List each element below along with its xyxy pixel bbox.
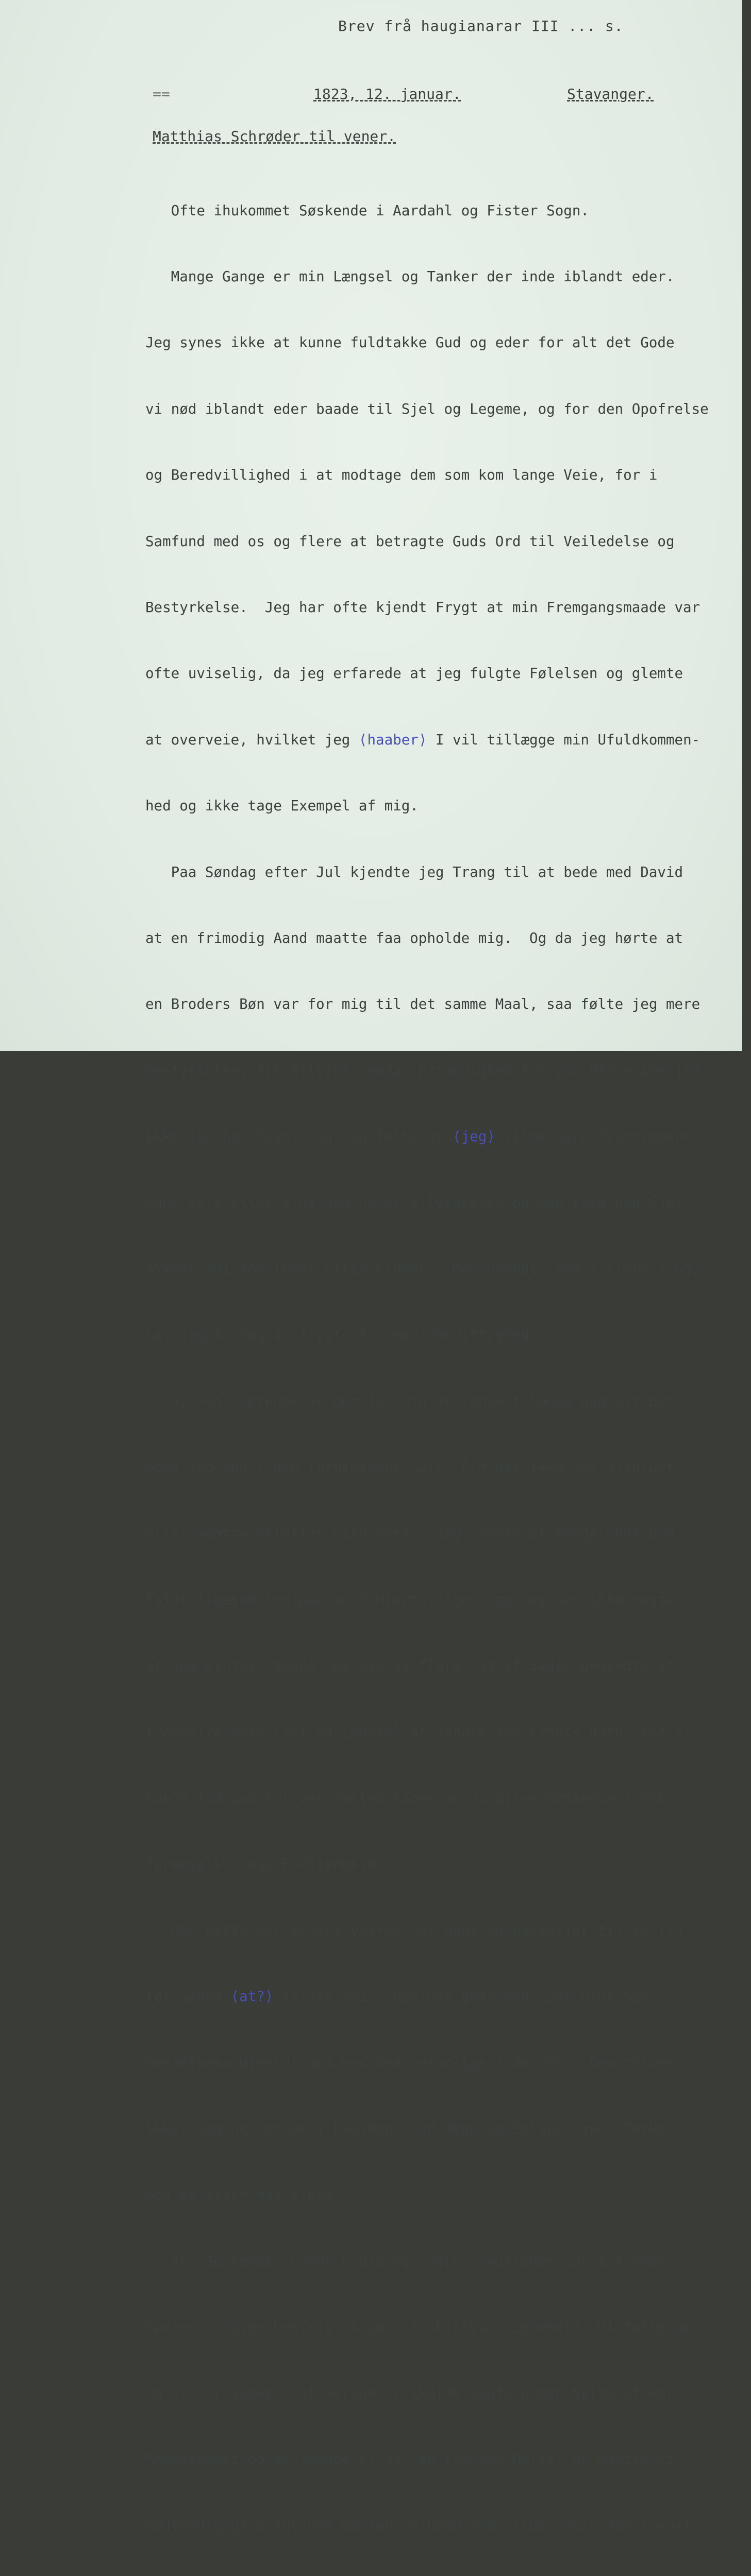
- body-line: ikke, som der staar i Psalmen, ved Regn og Solskin ene; Tørke: [145, 2120, 666, 2137]
- body-line: fremspire mere Lyst og Længsel at vandre som Lysets Børn, saa vi: [145, 1723, 692, 1740]
- body-line: Sammenkomst og den Naade vi da nød fra vor Herre, da maatte vi: [145, 2451, 675, 2468]
- body-line: hans Veie eller sige dem deres Vildfarelse og den Fare den Sjel: [145, 1194, 683, 1211]
- body-line: ofte uviselig, da jeg erfarede at jeg fulgte Følelsen og glemte: [145, 665, 683, 682]
- body-line: O, hvor rørende er det for mig at tænke tilbage paa alt det: [145, 1393, 675, 1410]
- body-line: at overveie, hvilket jeg ⟨haaber⟩ I vil tillægge min Ufuldkommen-: [145, 731, 700, 748]
- body-line: Gode jeg nød i den forbigangne Jul! Gid det ikke var misbrugt: [145, 1459, 675, 1476]
- letter-heading: Matthias Schrøder til vener.: [153, 128, 396, 145]
- body-line: Ofte ihukommet Søskende i Aardahl og Fister Sogn.: [145, 202, 589, 219]
- body-line: med og Storm maa tjene.: [145, 2187, 342, 2204]
- body-line: at en frimodig Aand maatte faa opholde mig. Og da jeg hørte at: [145, 929, 683, 946]
- body-line: Bestyrkelse. Jeg har ofte kjendt Frygt at min Fremgangsmaade var: [145, 599, 700, 616]
- body-line: nødvendig give Agt paa Væxten og hvad som vilde qvæle den i vort: [145, 2517, 692, 2534]
- body-line: kunde faa Gud til vor fælles Fader og vi blive Søskende i ham: [145, 1789, 666, 1806]
- body-line: Men dette var medens Veiret var godt og passeligt til en Tid: [145, 1922, 683, 1939]
- letter-body: [145, 156, 738, 2576]
- letter-date: 1823, 12. januar.: [313, 86, 461, 103]
- body-line: Mange Gange er min Længsel og Tanker der inde iblandt eder.: [145, 268, 675, 285]
- body-line: formedelst Jesu Fortjeneste.: [145, 1856, 385, 1873]
- body-line: Paa Søndag efter Jul kjendte jeg Trang til at bede med David: [145, 863, 683, 880]
- handwritten-insertion: ⟨haaber⟩: [358, 731, 427, 748]
- body-line: har jeg Aarsag at frygte for min Vanvittighed.: [145, 1327, 538, 1344]
- body-line: ikke før har havt. Og jeg følte at ⟨jeg⟩ vilde lære Overtrædere: [145, 1128, 692, 1145]
- body-line: svæver udi som lever efter Kjødet. Men derudi, som i flere Ting,: [145, 1260, 700, 1277]
- body-line: for Sæden ⟨at?⟩ trives udi. Men det gaar med Guds Ords Sæd i: [145, 1988, 666, 2005]
- body-line: da vi var sammen, at dersom vi skulde vente nogen Nytte af vor: [145, 2385, 675, 2402]
- body-line: eller maatte herefter misbruges! Jeg syntes at mange Guds Ord: [145, 1525, 675, 1542]
- body-line: Bestyrkelse, fik tillige saadan Frimodighed fra vor Herre som jeg: [145, 1062, 700, 1079]
- body-line: Jeg synes ikke at kunne fuldtakke Gud og eder for alt det Gode: [145, 334, 675, 351]
- body-line: vi nød iblandt eder baade til Sjel og Legeme, og for den Opofrelse: [145, 400, 709, 417]
- body-line: hed og ikke tage Exempel af mig.: [145, 798, 419, 815]
- body-line: Samfund med os og flere at betragte Guds Ord til Veiledelse og: [145, 533, 675, 550]
- body-line: at jeg syntes, baade hos mig og flere, at af Sæden begyndte at: [145, 1657, 675, 1674]
- handwritten-insertion: ⟨jeg⟩: [453, 1128, 495, 1145]
- body-line: Ak, Søskende, baade eldre og yngre, hvorledes har I fundet: [145, 2252, 666, 2269]
- letter-place: Stavanger.: [567, 86, 654, 103]
- handwritten-insertion: ⟨at?⟩: [230, 1988, 274, 2005]
- dateline-mark: ==: [153, 86, 170, 103]
- document-header-title: Brev frå haugianarar III ... s.: [338, 18, 624, 35]
- body-line: Menneskens Hjerter som med den naturlige i Jorden. Den trives: [145, 2054, 675, 2071]
- body-line: en Broders Bøn var for mig til det samme Maal, saa følte jeg mere: [145, 996, 700, 1013]
- body-line: og Beredvillighed i at modtage dem som kom lange Veie, for i: [145, 467, 658, 484]
- body-line: Væxten, enhver hos sig, siden vi skiltes i Legemet? Vi talte om: [145, 2319, 692, 2336]
- body-line: faldt ligesom ind paa vort Hjertes Ager, og jeg kan ikke nægte: [145, 1591, 675, 1608]
